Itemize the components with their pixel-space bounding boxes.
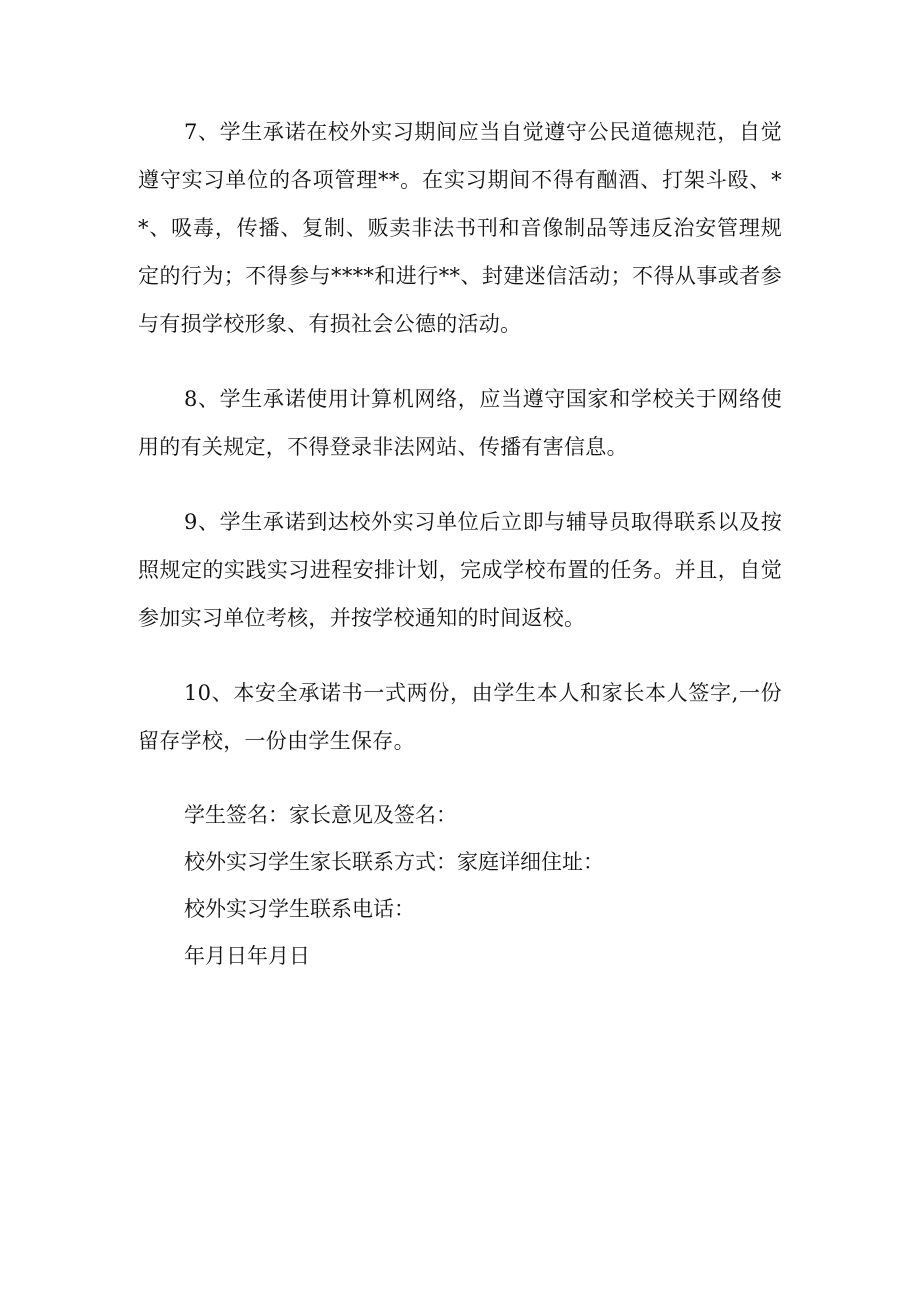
signature-line-parent-contact-address: 校外实习学生家长联系方式：家庭详细住址： bbox=[184, 850, 604, 874]
document-body bbox=[138, 108, 782, 980]
clause-10-paragraph: 10、本安全承诺书一式两份，由学生本人和家长本人签字,一份留存学校，一份由学生保存。 bbox=[138, 681, 782, 753]
signature-block bbox=[138, 792, 782, 980]
signature-line-dates: 年月日年月日 bbox=[184, 944, 310, 968]
signature-line-student-parent: 学生签名：家长意见及签名： bbox=[184, 803, 457, 827]
clause-7-paragraph: 7、学生承诺在校外实习期间应当自觉遵守公民道德规范，自觉遵守实习单位的各项管理**。在实习期间不得有酗酒、打架斗殴、**、吸毒，传播、复制、贩卖非法书刊和音像制品等违反治安管理规定的行为；不得参与****和进行**、封建迷信活动；不得从事或者参与有损学校形象、有损社会公德的活动。 bbox=[138, 120, 782, 336]
signature-line-student-phone: 校外实习学生联系电话： bbox=[184, 897, 415, 921]
clause-9-paragraph: 9、学生承诺到达校外实习单位后立即与辅导员取得联系以及按照规定的实践实习进程安排计划，完成学校布置的任务。并且，自觉参加实习单位考核，并按学校通知的时间返校。 bbox=[138, 510, 782, 630]
clause-8-paragraph: 8、学生承诺使用计算机网络，应当遵守国家和学校关于网络使用的有关规定，不得登录非法网站、传播有害信息。 bbox=[138, 387, 782, 459]
